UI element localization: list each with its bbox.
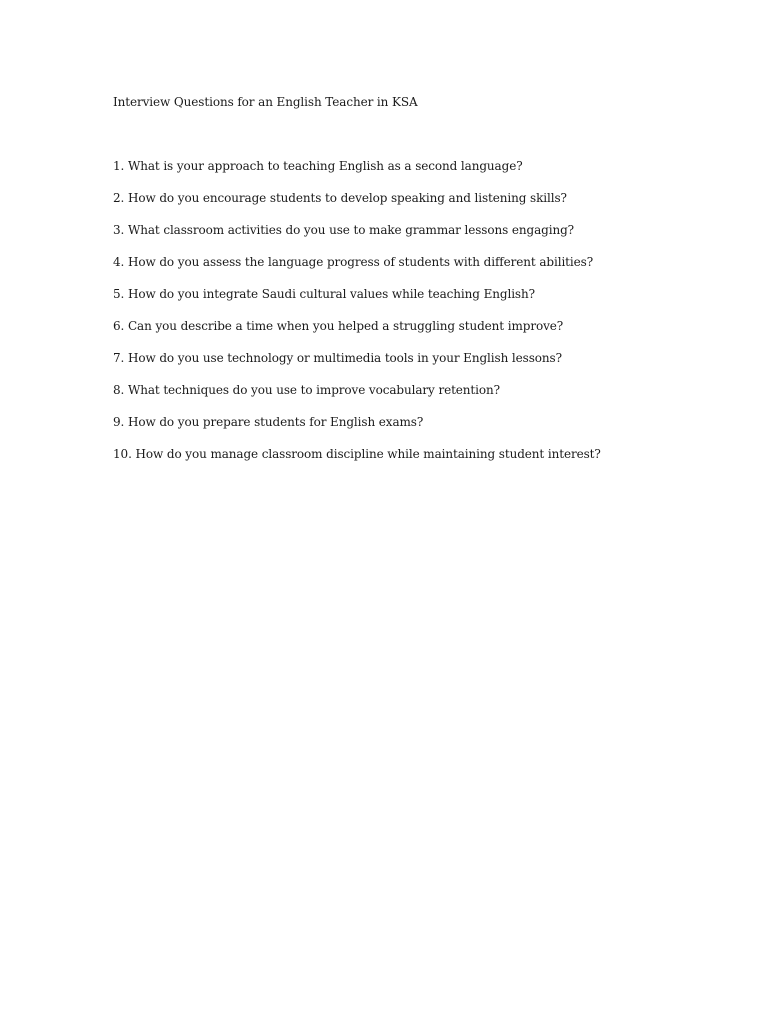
question-item-6: 6. Can you describe a time when you helped a struggling student improve? [113, 319, 564, 333]
question-item-8: 8. What techniques do you use to improve vocabulary retention? [113, 383, 500, 397]
document-title: Interview Questions for an English Teacher in KSA [113, 95, 418, 109]
question-list [113, 157, 601, 477]
question-item-4: 4. How do you assess the language progress of students with different abilities? [113, 255, 594, 269]
question-item-10: 10. How do you manage classroom discipline while maintaining student interest? [113, 447, 601, 461]
question-item-1: 1. What is your approach to teaching English as a second language? [113, 159, 523, 173]
question-item-3: 3. What classroom activities do you use to make grammar lessons engaging? [113, 223, 575, 237]
question-item-7: 7. How do you use technology or multimedia tools in your English lessons? [113, 351, 562, 365]
question-item-2: 2. How do you encourage students to develop speaking and listening skills? [113, 191, 567, 205]
question-item-5: 5. How do you integrate Saudi cultural values while teaching English? [113, 287, 535, 301]
question-item-9: 9. How do you prepare students for English exams? [113, 415, 424, 429]
